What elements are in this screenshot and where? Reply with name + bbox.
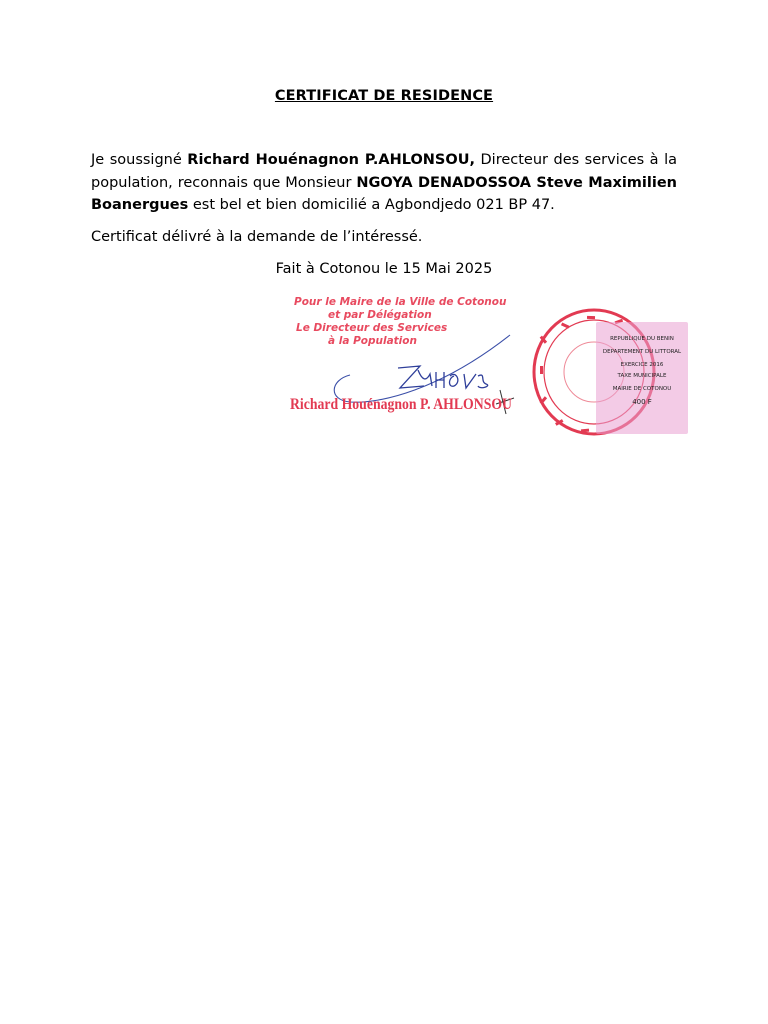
tax-stamp-value: 400 F bbox=[632, 398, 652, 406]
stamp-line-1: Pour le Maire de la Ville de Cotonou bbox=[294, 296, 507, 308]
intro-text: Je soussigné bbox=[91, 152, 188, 168]
body-paragraph bbox=[91, 149, 677, 217]
stamp-line-2: et par Délégation bbox=[328, 309, 432, 321]
document-title: CERTIFICAT DE RESIDENCE bbox=[274, 88, 494, 104]
signer-name: Richard Houénagnon P.AHLONSOU, bbox=[187, 152, 475, 168]
tax-stamp-line-4: TAXE MUNICIPALE bbox=[617, 373, 667, 379]
place-date: Fait à Cotonou le 15 Mai 2025 bbox=[275, 261, 493, 277]
address-text: est bel et bien domicilié a Agbondjedo 021 BP 47. bbox=[188, 197, 555, 213]
tax-stamp-line-2: DEPARTEMENT DU LITTORAL bbox=[602, 349, 682, 355]
stamp-signer-name: Richard Houénagnon P. AHLONSOU bbox=[290, 396, 513, 413]
tax-stamp-line-3: EXERCICE 2016 bbox=[620, 362, 664, 368]
municipal-tax-stamp bbox=[596, 322, 688, 434]
stamp-line-4: à la Population bbox=[328, 335, 417, 347]
tax-stamp-line-1: REPUBLIQUE DU BENIN bbox=[610, 336, 674, 342]
tax-stamp-line-5: MAIRIE DE COTONOU bbox=[612, 386, 672, 392]
subject-name: NGOYA DENADOSSOA Steve Maximilien Boanergues bbox=[91, 174, 677, 213]
certificate-purpose: Certificat délivré à la demande de l’intéressé. bbox=[91, 229, 423, 245]
role-text: Directeur des services à la population, reconnais que Monsieur bbox=[91, 152, 677, 191]
stamp-line-3: Le Directeur des Services bbox=[296, 322, 448, 334]
